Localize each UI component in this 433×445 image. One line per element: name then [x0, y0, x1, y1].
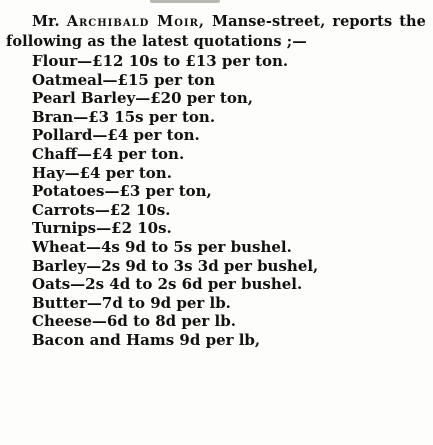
price-item-wheat: Wheat—4s 9d to 5s per bushel. — [32, 237, 292, 256]
market-report-article — [6, 12, 426, 350]
merchant-name: Archibald Moir, — [66, 13, 205, 30]
price-item-hay: Hay—£4 per ton. — [32, 163, 172, 182]
intro-paragraph — [6, 12, 426, 52]
price-item-bran: Bran—£3 15s per ton. — [32, 107, 216, 126]
price-item-cheese: Cheese—6d to 8d per lb. — [32, 312, 236, 331]
price-item-pearl-barley: Pearl Barley—£20 per ton, — [32, 89, 253, 108]
price-item-potatoes: Potatoes—£3 per ton, — [32, 182, 212, 201]
price-item-carrots: Carrots—£2 10s. — [32, 200, 171, 219]
scan-edge-shadow — [150, 0, 220, 3]
price-item-flour: Flour—£12 10s to £13 per ton. — [32, 52, 289, 70]
price-list — [6, 52, 426, 350]
price-item-oats: Oats—2s 4d to 2s 6d per bushel. — [32, 275, 303, 294]
price-item-turnips: Turnips—£2 10s. — [32, 219, 172, 238]
intro-honorific: Mr. — [32, 13, 60, 30]
price-item-oatmeal: Oatmeal—£15 per ton — [32, 70, 216, 89]
price-item-pollard: Pollard—£4 per ton. — [32, 126, 200, 145]
price-item-butter: Butter—7d to 9d per lb. — [32, 293, 231, 312]
intro-text: Manse-street, reports the following as the latest quotations ;— — [6, 13, 426, 50]
price-item-barley: Barley—2s 9d to 3s 3d per bushel, — [32, 256, 319, 275]
price-item-bacon-hams: Bacon and Hams 9d per lb, — [32, 330, 261, 349]
price-item-chaff: Chaff—£4 per ton. — [32, 144, 185, 163]
